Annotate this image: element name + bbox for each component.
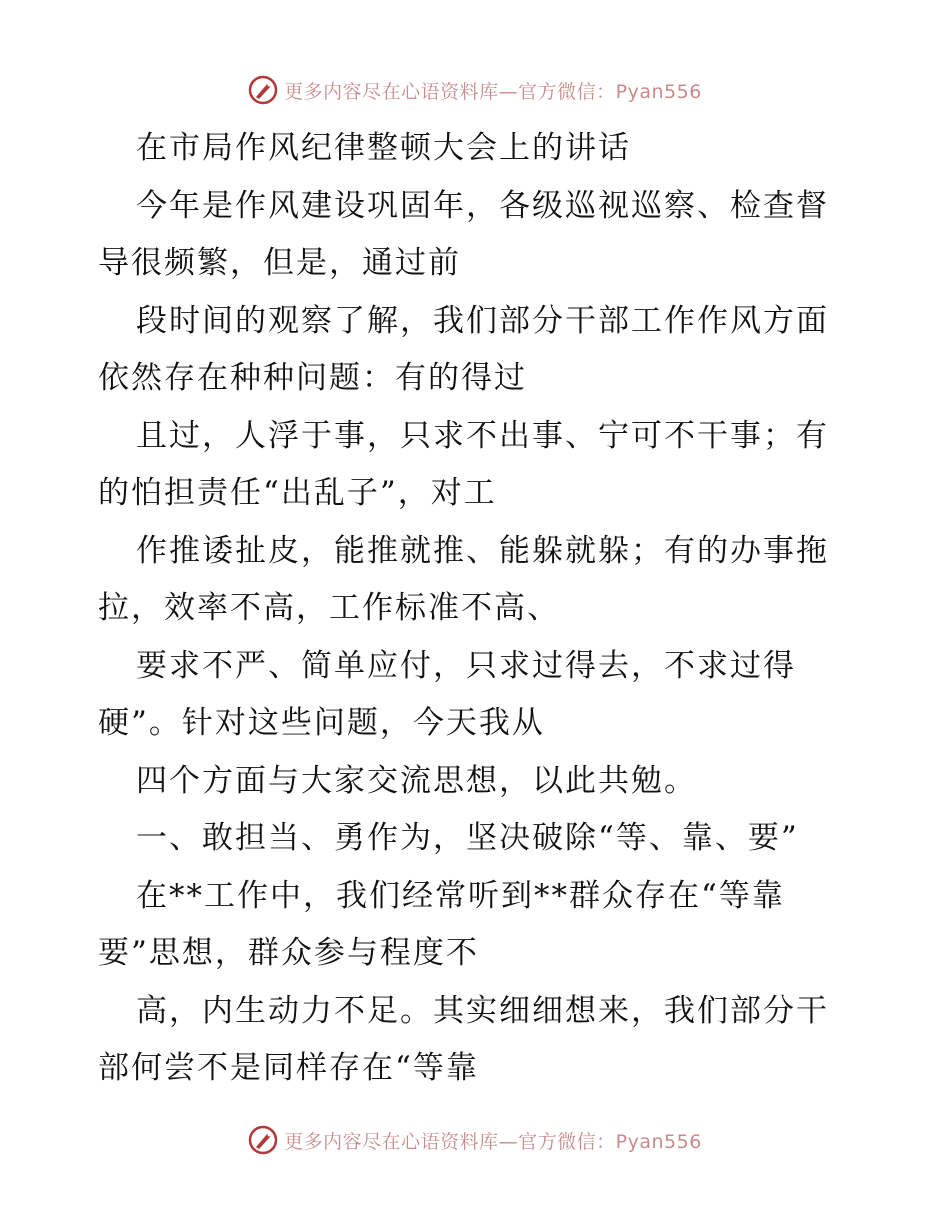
paragraph-line: 在**工作中，我们经常听到**群众存在“等靠 bbox=[136, 877, 785, 914]
header-banner-text: 更多内容尽在心语资料库—官方微信：Pyan556 bbox=[284, 80, 702, 103]
header-banner bbox=[0, 70, 950, 110]
paragraph-line: 依然存在种种问题：有的得过 bbox=[98, 360, 527, 396]
paragraph-line: 部何尝不是同样存在“等靠 bbox=[98, 1050, 479, 1086]
paragraph-line: 导很频繁，但是，通过前 bbox=[98, 245, 461, 281]
footer-banner bbox=[0, 1120, 950, 1160]
section-heading: 一、敢担当、勇作为，坚决破除“等、靠、要” bbox=[136, 820, 799, 856]
paragraph-line: 作推诿扯皮，能推就推、能躲就躲；有的办事拖 bbox=[136, 532, 829, 569]
footer-banner-text: 更多内容尽在心语资料库—官方微信：Pyan556 bbox=[284, 1130, 702, 1153]
paragraph-line: 的怕担责任“出乱子”，对工 bbox=[98, 475, 497, 511]
document-body bbox=[98, 120, 858, 1098]
paragraph-line: 今年是作风建设巩固年，各级巡视巡察、检查督 bbox=[136, 187, 829, 224]
pen-nib-logo-icon bbox=[248, 75, 278, 105]
pen-nib-logo-icon bbox=[248, 1125, 278, 1155]
paragraph-line: 硬”。针对这些问题，今天我从 bbox=[98, 705, 545, 741]
paragraph-line: 要求不严、简单应付，只求过得去，不求过得 bbox=[136, 647, 796, 684]
paragraph-line: 拉，效率不高，工作标准不高、 bbox=[98, 590, 560, 626]
paragraph-line: 要”思想，群众参与程度不 bbox=[98, 935, 479, 971]
paragraph-line: 高，内生动力不足。其实细细想来，我们部分干 bbox=[136, 992, 829, 1029]
paragraph-line: 四个方面与大家交流思想，以此共勉。 bbox=[136, 762, 697, 799]
document-title: 在市局作风纪律整顿大会上的讲话 bbox=[136, 130, 631, 166]
paragraph-line: 且过，人浮于事，只求不出事、宁可不干事；有 bbox=[136, 417, 829, 454]
paragraph-line: 段时间的观察了解，我们部分干部工作作风方面 bbox=[136, 302, 829, 339]
